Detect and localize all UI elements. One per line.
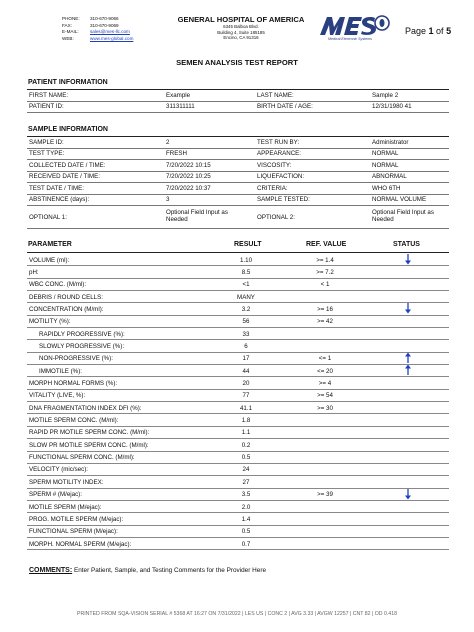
hospital-address-line: 6345 Balboa Blvd. [223,24,259,29]
info-value: 7/20/2022 10:37 [166,184,211,192]
col-header-result: RESULT [234,241,262,248]
email-label: E-MAIL: [62,29,79,35]
info-label: VISCOSITY: [257,161,292,169]
result-value: 3.5 [241,491,251,499]
info-value: Administrator [372,138,409,146]
result-value: 33 [242,330,250,338]
result-value: 6 [244,342,248,350]
hospital-address [171,24,311,41]
col-header-ref-value: REF. VALUE [306,241,347,248]
info-row [27,194,449,207]
result-row [27,401,449,414]
result-value: 1.10 [239,256,253,264]
phone-value: 310-670-9066 [90,16,119,21]
result-row [27,426,449,439]
print-footer: PRINTED FROM SQA-VISION SERIAL # 5368 AT 16:27 ON 7/31/2022 | LES US | CONC 2 | AVG 3.33 | AVGW 12257 | CNT 82 | OD 0.418 [77,611,397,617]
parameter-name: SLOW PR MOTILE SPERM CONC. (M/ml): [29,441,149,449]
patient-info-heading: PATIENT INFORMATION [28,79,108,86]
col-header-status: STATUS [393,241,420,248]
parameter-name: FUNCTIONAL SPERM CONC. (M/ml): [29,454,135,462]
info-value: NORMAL VOLUME [372,196,427,203]
reference-value: >= 54 [317,392,333,400]
mes-logo-icon [318,9,390,43]
result-row [27,352,449,365]
result-row [27,438,449,451]
info-value: 2 [166,138,170,146]
info-label: FIRST NAME: [29,91,69,99]
info-label: SAMPLE ID: [29,138,64,146]
col-header-parameter: PARAMETER [28,241,72,248]
reference-value: < 1 [320,281,330,289]
result-row [27,290,449,303]
optional-1-value: Optional Field Input as Needed [166,209,228,223]
result-row [27,500,449,513]
result-value: 77 [242,392,250,400]
arrow-up-icon [403,364,413,376]
mes-logo [318,9,390,43]
result-row [27,315,449,328]
fax-value: 310-670-9069 [90,22,119,28]
result-value: 2.0 [241,503,251,511]
result-row [27,377,449,390]
result-value: 1.4 [241,515,251,523]
result-row [27,451,449,464]
reference-value: >= 1.4 [316,256,334,264]
result-value: 44 [242,367,250,375]
optional-2-label: OPTIONAL 2: [257,214,295,221]
info-label: TEST TYPE: [29,150,65,157]
result-row [27,414,449,427]
info-value: 311311111 [166,103,195,110]
optional-row [27,207,449,229]
reference-value: <= 20 [317,367,333,375]
parameter-name: DEBRIS / ROUND CELLS: [29,293,103,301]
hospital-name: GENERAL HOSPITAL OF AMERICA [177,15,305,24]
info-label: ABSTINENCE (days): [29,196,90,203]
info-row [27,101,449,114]
info-value: 3 [166,196,170,203]
contact-block [62,16,152,44]
info-value: NORMAL [372,161,399,169]
parameter-name: SPERM # (M/ejac): [29,491,82,499]
result-row [27,302,449,315]
parameter-name: MOTILE SPERM CONC. (M/ml): [29,417,119,425]
web-link[interactable]: www.mes-global.com [90,35,134,41]
parameter-name: VELOCITY (mic/sec): [29,466,89,474]
arrow-down-icon [403,253,413,265]
info-value: Sample 2 [372,91,399,99]
result-row [27,278,449,291]
result-value: 27 [242,478,250,486]
parameter-name: FUNCTIONAL SPERM (M/ejac): [29,528,118,536]
info-value: 7/20/2022 10:15 [166,161,211,169]
arrow-down-icon [403,488,413,500]
result-row [27,475,449,488]
result-row [27,364,449,377]
info-value: ABNORMAL [372,173,407,180]
result-value: 41.1 [239,404,253,412]
info-label: BIRTH DATE / AGE: [257,103,313,110]
svg-text:Medical Electronic Systems: Medical Electronic Systems [328,37,372,41]
result-value: 0.2 [241,441,251,449]
result-value: 20 [242,380,250,387]
optional-1-label: OPTIONAL 1: [29,214,67,221]
info-label: SAMPLE TESTED: [257,196,310,203]
result-value: 0.5 [241,454,251,462]
reference-value: <= 1 [318,355,332,363]
info-label: TEST DATE / TIME: [29,184,85,192]
parameter-name: RAPID PR MOTILE SPERM CONC. (M/ml): [29,429,150,437]
info-label: LAST NAME: [257,91,294,99]
page-total: 5 [446,26,452,36]
result-value: 24 [242,466,250,474]
result-row [27,389,449,402]
parameter-name: IMMOTILE (%): [39,367,82,375]
parameter-name: SPERM MOTILITY INDEX: [29,478,104,486]
info-label: RECEIVED DATE / TIME: [29,173,100,180]
comments [29,567,266,574]
result-row [27,253,449,266]
arrow-up-icon [403,352,413,364]
result-row [27,512,449,525]
result-value: 3.2 [241,305,251,313]
result-value: 17 [242,355,250,363]
comments-text: Enter Patient, Sample, and Testing Comments for the Provider Here [72,567,266,574]
web-label: WEB: [62,35,74,41]
result-row [27,537,449,550]
reference-value: >= 16 [317,305,333,313]
parameter-name: VITALITY (LIVE, %): [29,392,86,400]
page-current: 1 [428,26,434,36]
parameter-name: PROG. MOTILE SPERM (M/ejac): [29,515,124,523]
info-label: APPEARANCE: [257,150,302,157]
result-row [27,463,449,476]
info-label: LIQUEFACTION: [257,173,305,180]
parameter-name: WBC CONC. (M/ml): [29,281,87,289]
hospital-address-line: Encino, CA 91316 [223,35,259,41]
parameter-name: MORPH NORMAL FORMS (%): [29,380,118,387]
result-row [27,525,449,538]
info-label: PATIENT ID: [29,103,64,110]
result-row [27,339,449,352]
reference-value: >= 42 [317,318,333,326]
phone-label: PHONE: [62,16,80,21]
info-value: NORMAL [372,150,399,157]
info-value: WHO 6TH [372,184,401,192]
result-row [27,265,449,278]
parameter-name: MORPH. NORMAL SPERM (M/ejac): [29,540,132,548]
parameter-name: RAPIDLY PROGRESSIVE (%): [39,330,125,338]
result-value: MANY [237,293,255,301]
result-value: <1 [242,281,250,289]
reference-value: >= 39 [317,491,333,499]
reference-value: >= 7.2 [316,268,334,276]
email-link[interactable]: sales@mes-llc.com [90,29,130,35]
page-indicator [405,26,451,36]
result-value: 0.7 [241,540,251,548]
result-value: 56 [242,318,250,326]
page-sep: of [433,26,447,36]
parameter-name: MOTILITY (%): [29,318,71,326]
optional-2-value: Optional Field Input as Needed [372,209,434,223]
page-prefix: Page [405,26,429,36]
arrow-down-icon [403,302,413,314]
result-row [27,327,449,340]
hospital-address-line: Building 4, Suite 185185 [217,29,265,35]
info-label: CRITERIA: [257,184,288,192]
info-value: Example [166,91,191,99]
parameter-name: MOTILE SPERM (M/ejac): [29,503,102,511]
parameter-name: pH: [29,268,39,276]
result-value: 1.1 [241,429,251,437]
report-title: SEMEN ANALYSIS TEST REPORT [176,58,298,67]
reference-value: >= 4 [318,380,332,387]
result-row [27,488,449,501]
info-value: FRESH [166,150,187,157]
parameter-name: NON-PROGRESSIVE (%): [39,355,113,363]
info-label: TEST RUN BY: [257,138,300,146]
parameter-name: CONCENTRATION (M/ml): [29,305,104,313]
fax-label: FAX: [62,22,72,28]
sample-info-heading: SAMPLE INFORMATION [28,126,108,133]
info-value: 12/31/1980 41 [372,103,412,110]
parameter-name: VOLUME (ml): [29,256,70,264]
result-value: 1.8 [241,417,251,425]
parameter-name: SLOWLY PROGRESSIVE (%): [39,342,125,350]
info-value: 7/20/2022 10:25 [166,173,211,180]
comments-label: COMMENTS: [29,567,73,574]
result-value: 8.5 [241,268,251,276]
info-label: COLLECTED DATE / TIME: [29,161,106,169]
result-value: 0.5 [241,528,251,536]
reference-value: >= 30 [317,404,333,412]
parameter-name: DNA FRAGMENTATION INDEX DFI (%): [29,404,142,412]
